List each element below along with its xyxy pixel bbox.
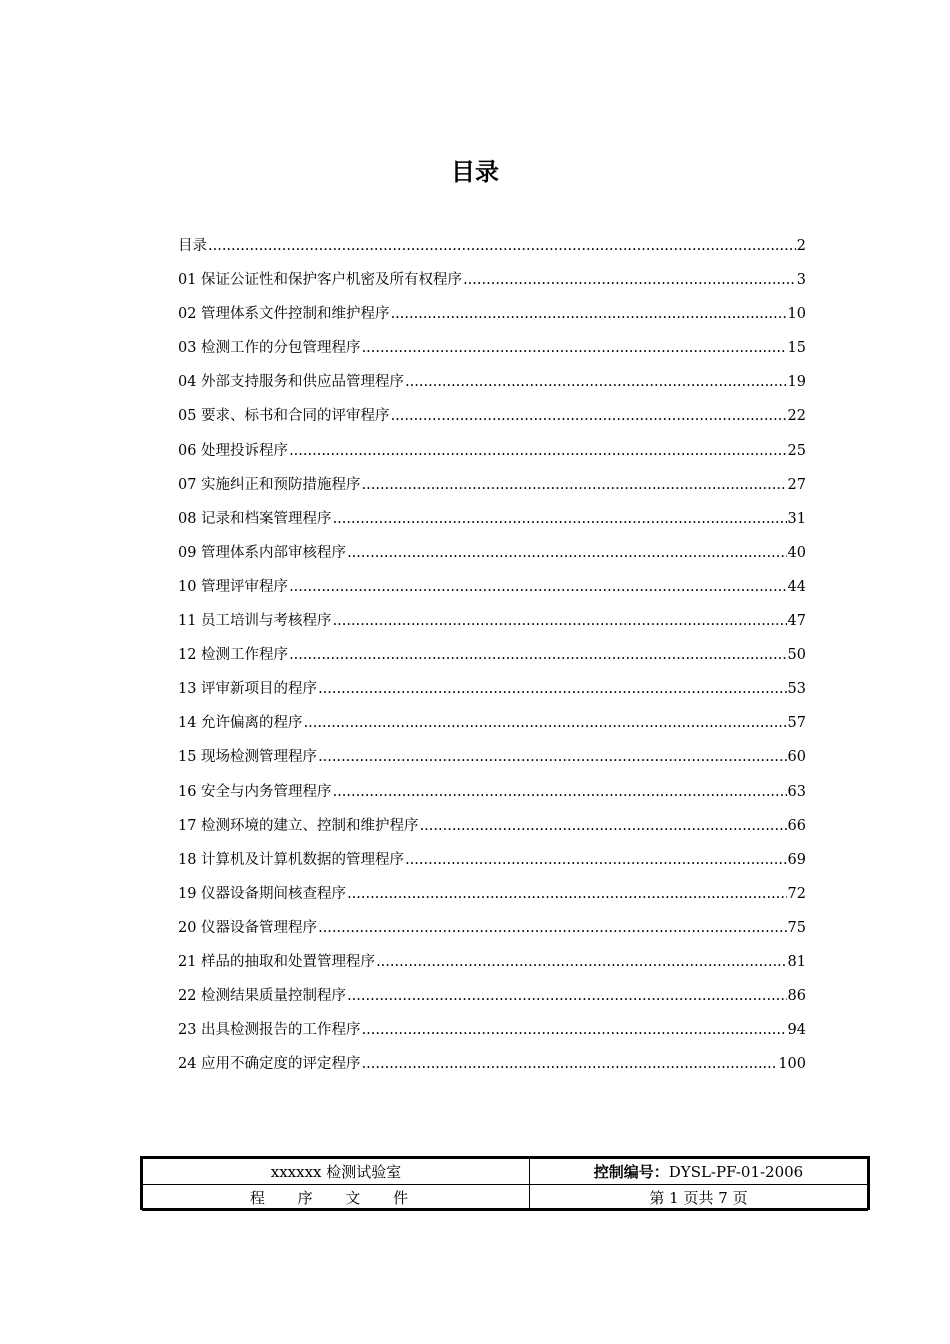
toc-entry-label: 04 外部支持服务和供应品管理程序 (178, 374, 405, 391)
control-number-code: DYSL-PF-01-2006 (668, 1163, 804, 1181)
toc-entry[interactable] (178, 475, 806, 509)
toc-entry-label: 17 检测环境的建立、控制和维护程序 (178, 817, 419, 834)
toc-entry-page-number: 47 (787, 613, 806, 630)
toc-entry[interactable] (178, 782, 806, 816)
toc-entry[interactable] (178, 1054, 806, 1088)
organization-name: xxxxxx 检测试验室 (143, 1159, 530, 1185)
toc-entry-label: 22 检测结果质量控制程序 (178, 988, 347, 1005)
toc-entry-label: 目录 (178, 238, 207, 254)
toc-entry-page-number: 53 (787, 681, 806, 698)
toc-dot-leader (333, 782, 787, 802)
toc-entry-label: 23 出具检测报告的工作程序 (178, 1022, 361, 1039)
toc-entry-page-number: 69 (787, 851, 806, 868)
toc-entry[interactable] (178, 918, 806, 952)
toc-entry-page-number: 27 (787, 476, 806, 493)
toc-entry-label: 19 仪器设备期间核查程序 (178, 885, 347, 902)
toc-entry-label: 13 评审新项目的程序 (178, 681, 318, 698)
toc-entry-label: 08 记录和档案管理程序 (178, 510, 332, 527)
control-number (530, 1159, 868, 1185)
toc-entry-page-number: 63 (787, 783, 806, 800)
toc-entry[interactable] (178, 986, 806, 1020)
toc-entry-label: 01 保证公证性和保护客户机密及所有权程序 (178, 272, 463, 289)
toc-dot-leader (405, 372, 786, 392)
toc-entry[interactable] (178, 645, 806, 679)
page-title: 目录 (451, 158, 499, 186)
toc-entry[interactable] (178, 304, 806, 338)
toc-entry-page-number: 57 (787, 715, 806, 732)
toc-dot-leader (347, 884, 786, 904)
toc-entry-label: 14 允许偏离的程序 (178, 715, 303, 732)
toc-entry-page-number: 100 (778, 1056, 806, 1073)
toc-dot-leader (362, 1020, 787, 1040)
toc-entry[interactable] (178, 372, 806, 406)
toc-entry-page-number: 3 (796, 272, 806, 289)
toc-entry-label: 02 管理体系文件控制和维护程序 (178, 306, 390, 323)
toc-entry-page-number: 81 (787, 953, 806, 970)
toc-entry-label: 07 实施纠正和预防措施程序 (178, 476, 361, 493)
toc-entry-page-number: 66 (787, 817, 806, 834)
page-info: 第 1 页共 7 页 (530, 1185, 868, 1211)
toc-entry[interactable] (178, 816, 806, 850)
toc-dot-leader (333, 509, 787, 529)
toc-entry-label: 12 检测工作程序 (178, 647, 289, 664)
toc-entry[interactable] (178, 884, 806, 918)
toc-dot-leader (318, 679, 786, 699)
toc-entry-label: 15 现场检测管理程序 (178, 749, 318, 766)
toc-entry[interactable] (178, 577, 806, 611)
toc-dot-leader (405, 850, 786, 870)
toc-dot-leader (333, 611, 787, 631)
toc-entry-label: 09 管理体系内部审核程序 (178, 544, 347, 561)
toc-dot-leader (318, 918, 786, 938)
toc-entry[interactable] (178, 543, 806, 577)
toc-entry-label: 05 要求、标书和合同的评审程序 (178, 408, 390, 425)
toc-dot-leader (208, 236, 796, 256)
toc-entry-page-number: 40 (787, 544, 806, 561)
toc-dot-leader (391, 304, 787, 324)
toc-dot-leader (362, 1054, 778, 1074)
toc-dot-leader (304, 713, 787, 733)
toc-entry[interactable] (178, 850, 806, 884)
toc-dot-leader (391, 406, 787, 426)
toc-dot-leader (463, 270, 796, 290)
toc-entry[interactable] (178, 441, 806, 475)
toc-entry[interactable] (178, 1020, 806, 1054)
toc-entry[interactable] (178, 713, 806, 747)
toc-entry-page-number: 15 (787, 340, 806, 357)
toc-entry-label: 06 处理投诉程序 (178, 442, 289, 459)
toc-entry-label: 20 仪器设备管理程序 (178, 919, 318, 936)
toc-entry-page-number: 22 (787, 408, 806, 425)
toc-entry-label: 11 员工培训与考核程序 (178, 613, 332, 630)
control-number-label: 控制编号： (593, 1163, 669, 1181)
toc-dot-leader (376, 952, 786, 972)
toc-entry-page-number: 72 (787, 885, 806, 902)
document-type: 程 序 文 件 (143, 1185, 530, 1211)
toc-dot-leader (289, 577, 786, 597)
toc-entry-label: 10 管理评审程序 (178, 578, 289, 595)
toc-entry[interactable] (178, 270, 806, 304)
toc-dot-leader (347, 986, 786, 1006)
document-footer-table (140, 1156, 870, 1210)
toc-entry-page-number: 31 (787, 510, 806, 527)
toc-dot-leader (362, 475, 787, 495)
toc-entry[interactable] (178, 747, 806, 781)
toc-entry[interactable] (178, 679, 806, 713)
toc-entry-page-number: 86 (787, 988, 806, 1005)
toc-entry-page-number: 94 (787, 1022, 806, 1039)
toc-entry-page-number: 19 (787, 374, 806, 391)
toc-entry-label: 18 计算机及计算机数据的管理程序 (178, 851, 405, 868)
toc-dot-leader (347, 543, 786, 563)
toc-entry-page-number: 2 (796, 238, 806, 254)
toc-entry[interactable] (178, 406, 806, 440)
toc-entry[interactable] (178, 236, 806, 270)
toc-entry-page-number: 75 (787, 919, 806, 936)
toc-dot-leader (420, 816, 787, 836)
toc-entry-page-number: 50 (787, 647, 806, 664)
toc-entry-label: 24 应用不确定度的评定程序 (178, 1056, 361, 1073)
toc-dot-leader (362, 338, 787, 358)
toc-entry[interactable] (178, 338, 806, 372)
toc-entry[interactable] (178, 611, 806, 645)
toc-entry-label: 16 安全与内务管理程序 (178, 783, 332, 800)
toc-entry[interactable] (178, 509, 806, 543)
toc-entry-label: 03 检测工作的分包管理程序 (178, 340, 361, 357)
toc-entry-page-number: 60 (787, 749, 806, 766)
toc-entry-page-number: 25 (787, 442, 806, 459)
toc-entry-page-number: 44 (787, 578, 806, 595)
toc-dot-leader (289, 645, 786, 665)
toc-entry[interactable] (178, 952, 806, 986)
toc-entry-label: 21 样品的抽取和处置管理程序 (178, 953, 376, 970)
toc-dot-leader (318, 747, 786, 767)
toc-entry-page-number: 10 (787, 306, 806, 323)
table-of-contents (178, 236, 806, 1088)
toc-dot-leader (289, 441, 786, 461)
